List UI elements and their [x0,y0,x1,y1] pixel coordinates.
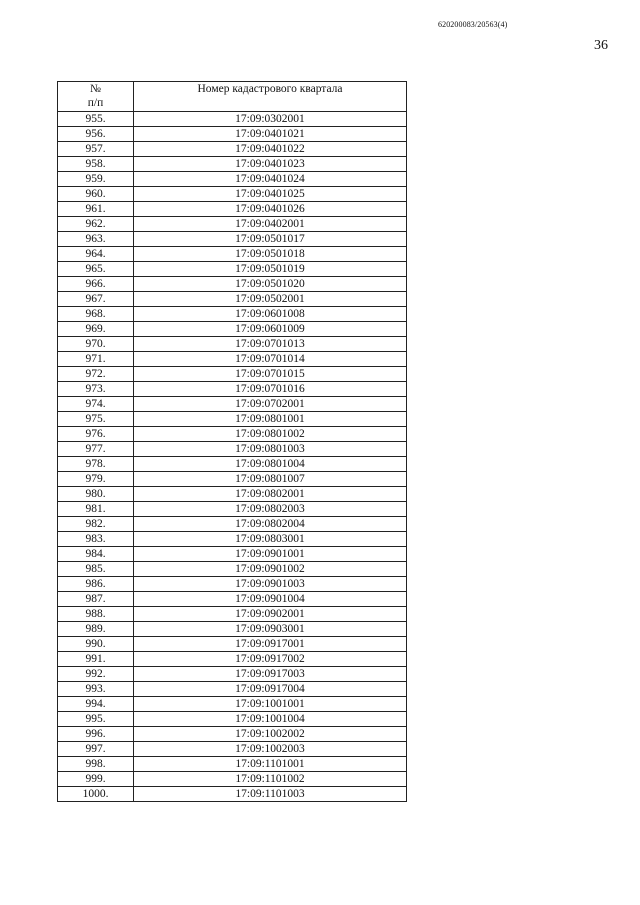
row-number-cell: 993. [58,682,134,697]
cadastral-number-cell: 17:09:0801007 [134,472,407,487]
cadastral-number-cell: 17:09:1002003 [134,742,407,757]
column-header-number-line2: п/п [87,97,104,109]
cadastral-number-cell: 17:09:0501018 [134,247,407,262]
row-number-cell: 964. [58,247,134,262]
table-row [58,742,407,757]
cadastral-number-cell: 17:09:0901004 [134,592,407,607]
table-row [58,637,407,652]
cadastral-number-cell: 17:09:0801001 [134,412,407,427]
row-number-cell: 991. [58,652,134,667]
table-row [58,277,407,292]
row-number-cell: 955. [58,112,134,127]
table-row [58,367,407,382]
table-row [58,397,407,412]
table-row [58,217,407,232]
row-number-cell: 980. [58,487,134,502]
cadastral-number-cell: 17:09:0502001 [134,292,407,307]
table-row [58,307,407,322]
cadastral-number-cell: 17:09:0401022 [134,142,407,157]
cadastral-number-cell: 17:09:0302001 [134,112,407,127]
column-header-number [58,82,134,112]
table-row [58,112,407,127]
row-number-cell: 998. [58,757,134,772]
cadastral-number-cell: 17:09:0401021 [134,127,407,142]
table-row [58,487,407,502]
row-number-cell: 1000. [58,787,134,802]
row-number-cell: 977. [58,442,134,457]
row-number-cell: 969. [58,322,134,337]
row-number-cell: 992. [58,667,134,682]
cadastral-number-cell: 17:09:0902001 [134,607,407,622]
row-number-cell: 967. [58,292,134,307]
table-row [58,727,407,742]
row-number-cell: 982. [58,517,134,532]
table-row [58,562,407,577]
cadastral-number-cell: 17:09:0401024 [134,172,407,187]
table-row [58,232,407,247]
table-row [58,412,407,427]
cadastral-number-cell: 17:09:0802004 [134,517,407,532]
row-number-cell: 960. [58,187,134,202]
column-header-cadastral: Номер кадастрового квартала [134,82,407,112]
table-row [58,127,407,142]
cadastral-number-cell: 17:09:0701015 [134,367,407,382]
table-row [58,442,407,457]
row-number-cell: 965. [58,262,134,277]
row-number-cell: 976. [58,427,134,442]
row-number-cell: 975. [58,412,134,427]
row-number-cell: 971. [58,352,134,367]
cadastral-number-cell: 17:09:0801004 [134,457,407,472]
table-row [58,247,407,262]
cadastral-number-cell: 17:09:0901003 [134,577,407,592]
cadastral-number-cell: 17:09:0917004 [134,682,407,697]
cadastral-number-cell: 17:09:0901002 [134,562,407,577]
table-row [58,667,407,682]
row-number-cell: 956. [58,127,134,142]
cadastral-number-cell: 17:09:0801003 [134,442,407,457]
cadastral-number-cell: 17:09:0917003 [134,667,407,682]
table-row [58,427,407,442]
table-row [58,577,407,592]
table-row [58,652,407,667]
table-row [58,697,407,712]
row-number-cell: 995. [58,712,134,727]
table-row [58,592,407,607]
cadastral-number-cell: 17:09:0401025 [134,187,407,202]
cadastral-number-cell: 17:09:0402001 [134,217,407,232]
table-row [58,607,407,622]
row-number-cell: 959. [58,172,134,187]
table-body [58,112,407,802]
table-row [58,172,407,187]
table-row [58,322,407,337]
row-number-cell: 987. [58,592,134,607]
row-number-cell: 963. [58,232,134,247]
table-row [58,262,407,277]
table-row [58,382,407,397]
table-row [58,757,407,772]
row-number-cell: 994. [58,697,134,712]
cadastral-number-cell: 17:09:0401023 [134,157,407,172]
cadastral-number-cell: 17:09:0601009 [134,322,407,337]
cadastral-number-cell: 17:09:1101003 [134,787,407,802]
table-row [58,157,407,172]
row-number-cell: 990. [58,637,134,652]
table-row [58,292,407,307]
row-number-cell: 996. [58,727,134,742]
table-row [58,547,407,562]
row-number-cell: 981. [58,502,134,517]
cadastral-number-cell: 17:09:0501019 [134,262,407,277]
row-number-cell: 986. [58,577,134,592]
cadastral-number-cell: 17:09:0701013 [134,337,407,352]
cadastral-number-cell: 17:09:0801002 [134,427,407,442]
table-row [58,457,407,472]
table-row [58,787,407,802]
row-number-cell: 978. [58,457,134,472]
table-row [58,187,407,202]
row-number-cell: 962. [58,217,134,232]
cadastral-number-cell: 17:09:0701014 [134,352,407,367]
cadastral-number-cell: 17:09:0501017 [134,232,407,247]
cadastral-quarters-table [57,81,407,802]
row-number-cell: 961. [58,202,134,217]
table-header-row [58,82,407,112]
table-row [58,772,407,787]
table-row [58,352,407,367]
row-number-cell: 979. [58,472,134,487]
cadastral-number-cell: 17:09:1101001 [134,757,407,772]
table-row [58,532,407,547]
row-number-cell: 957. [58,142,134,157]
cadastral-number-cell: 17:09:1001004 [134,712,407,727]
cadastral-number-cell: 17:09:0501020 [134,277,407,292]
row-number-cell: 958. [58,157,134,172]
document-code: 620200083/20563(4) [438,20,508,29]
table-row [58,472,407,487]
row-number-cell: 970. [58,337,134,352]
row-number-cell: 968. [58,307,134,322]
cadastral-number-cell: 17:09:0901001 [134,547,407,562]
page-number: 36 [594,38,608,53]
cadastral-number-cell: 17:09:0917002 [134,652,407,667]
row-number-cell: 983. [58,532,134,547]
row-number-cell: 984. [58,547,134,562]
table-row [58,502,407,517]
column-header-number-line1: № [90,83,101,95]
row-number-cell: 966. [58,277,134,292]
cadastral-number-cell: 17:09:0903001 [134,622,407,637]
table-row [58,337,407,352]
cadastral-number-cell: 17:09:0802003 [134,502,407,517]
table-row [58,622,407,637]
row-number-cell: 972. [58,367,134,382]
cadastral-number-cell: 17:09:1101002 [134,772,407,787]
row-number-cell: 989. [58,622,134,637]
table-row [58,202,407,217]
cadastral-number-cell: 17:09:0401026 [134,202,407,217]
cadastral-number-cell: 17:09:0803001 [134,532,407,547]
cadastral-number-cell: 17:09:1002002 [134,727,407,742]
row-number-cell: 985. [58,562,134,577]
table-row [58,517,407,532]
cadastral-number-cell: 17:09:0802001 [134,487,407,502]
cadastral-number-cell: 17:09:1001001 [134,697,407,712]
row-number-cell: 999. [58,772,134,787]
row-number-cell: 973. [58,382,134,397]
row-number-cell: 974. [58,397,134,412]
row-number-cell: 997. [58,742,134,757]
row-number-cell: 988. [58,607,134,622]
cadastral-number-cell: 17:09:0917001 [134,637,407,652]
table-row [58,712,407,727]
cadastral-number-cell: 17:09:0601008 [134,307,407,322]
cadastral-number-cell: 17:09:0702001 [134,397,407,412]
table-row [58,142,407,157]
cadastral-number-cell: 17:09:0701016 [134,382,407,397]
table-row [58,682,407,697]
